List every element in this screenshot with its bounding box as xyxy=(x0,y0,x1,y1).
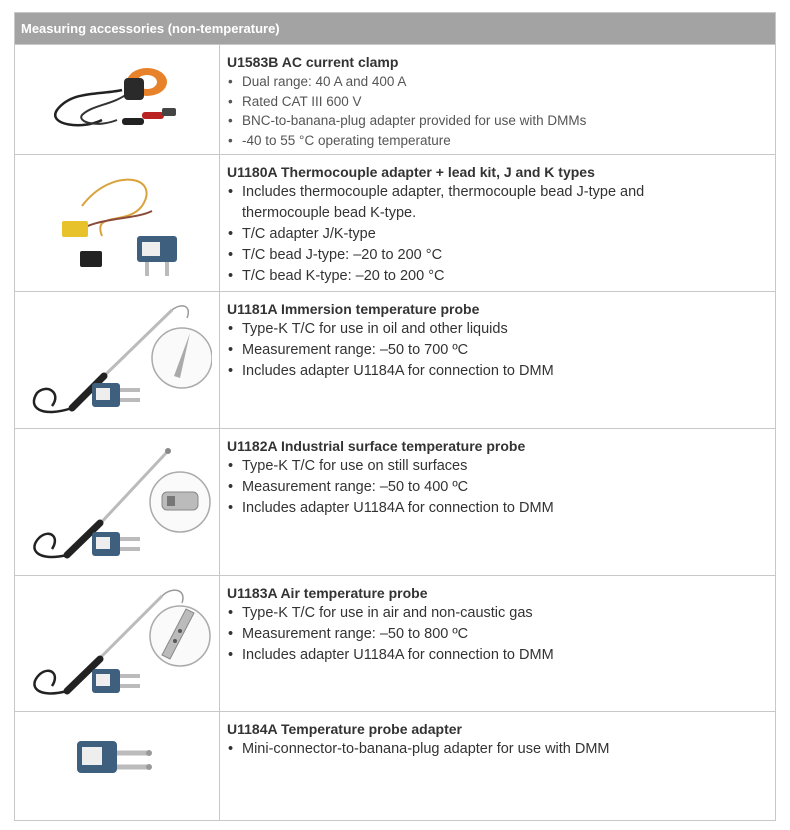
list-item: • T/C bead J-type: –20 to 200 °C xyxy=(227,245,775,266)
list-item: • Measurement range: –50 to 800 ºC xyxy=(227,624,775,645)
list-item: • Type-K T/C for use on still surfaces xyxy=(227,456,775,477)
list-item: • Type-K T/C for use in air and non-caustic gas xyxy=(227,603,775,624)
table-row xyxy=(15,711,775,820)
product-title: U1583B AC current clamp xyxy=(227,54,399,70)
thermocouple-kit-image xyxy=(15,155,220,291)
list-item: • Measurement range: –50 to 400 ºC xyxy=(227,477,775,498)
table-row xyxy=(15,44,775,154)
table-row xyxy=(15,154,775,291)
product-title: U1183A Air temperature probe xyxy=(227,585,428,601)
product-title: U1180A Thermocouple adapter + lead kit, J and K types xyxy=(227,164,595,180)
list-item: • -40 to 55 °C operating temperature xyxy=(227,131,775,151)
table-row xyxy=(15,428,775,575)
current-clamp-image xyxy=(15,45,220,154)
list-item: • BNC-to-banana-plug adapter provided for use with DMMs xyxy=(227,111,775,131)
feature-list xyxy=(227,319,775,382)
table-row xyxy=(15,575,775,711)
row-text xyxy=(220,576,775,711)
surface-probe-image xyxy=(15,429,220,575)
table-header: Measuring accessories (non-temperature) xyxy=(15,13,775,44)
table-row xyxy=(15,291,775,428)
list-item: • Includes adapter U1184A for connection to DMM xyxy=(227,498,775,519)
list-item: • Includes adapter U1184A for connection to DMM xyxy=(227,361,775,382)
list-item: • Type-K T/C for use in oil and other liquids xyxy=(227,319,775,340)
probe-adapter-image xyxy=(15,712,220,820)
air-probe-image xyxy=(15,576,220,711)
feature-list xyxy=(227,603,775,666)
row-text xyxy=(220,429,775,575)
list-item: • T/C adapter J/K-type xyxy=(227,224,775,245)
product-title: U1182A Industrial surface temperature probe xyxy=(227,438,526,454)
product-title: U1181A Immersion temperature probe xyxy=(227,301,480,317)
feature-list xyxy=(227,72,775,150)
list-item: • Measurement range: –50 to 700 ºC xyxy=(227,340,775,361)
feature-list xyxy=(227,456,775,519)
list-item: • Includes thermocouple adapter, thermocouple bead J-type and thermocouple bead K-type. xyxy=(227,182,712,224)
immersion-probe-image xyxy=(15,292,220,428)
list-item: • Includes adapter U1184A for connection to DMM xyxy=(227,645,775,666)
list-item: • Mini-connector-to-banana-plug adapter for use with DMM xyxy=(227,739,775,760)
feature-list xyxy=(227,182,775,287)
accessories-table xyxy=(14,12,776,821)
list-item: • T/C bead K-type: –20 to 200 °C xyxy=(227,266,775,287)
feature-list xyxy=(227,739,775,760)
row-text xyxy=(220,292,775,428)
row-text xyxy=(220,712,775,820)
row-text xyxy=(220,45,775,154)
product-title: U1184A Temperature probe adapter xyxy=(227,721,462,737)
list-item: • Rated CAT III 600 V xyxy=(227,92,775,112)
row-text xyxy=(220,155,775,291)
list-item: • Dual range: 40 A and 400 A xyxy=(227,72,775,92)
